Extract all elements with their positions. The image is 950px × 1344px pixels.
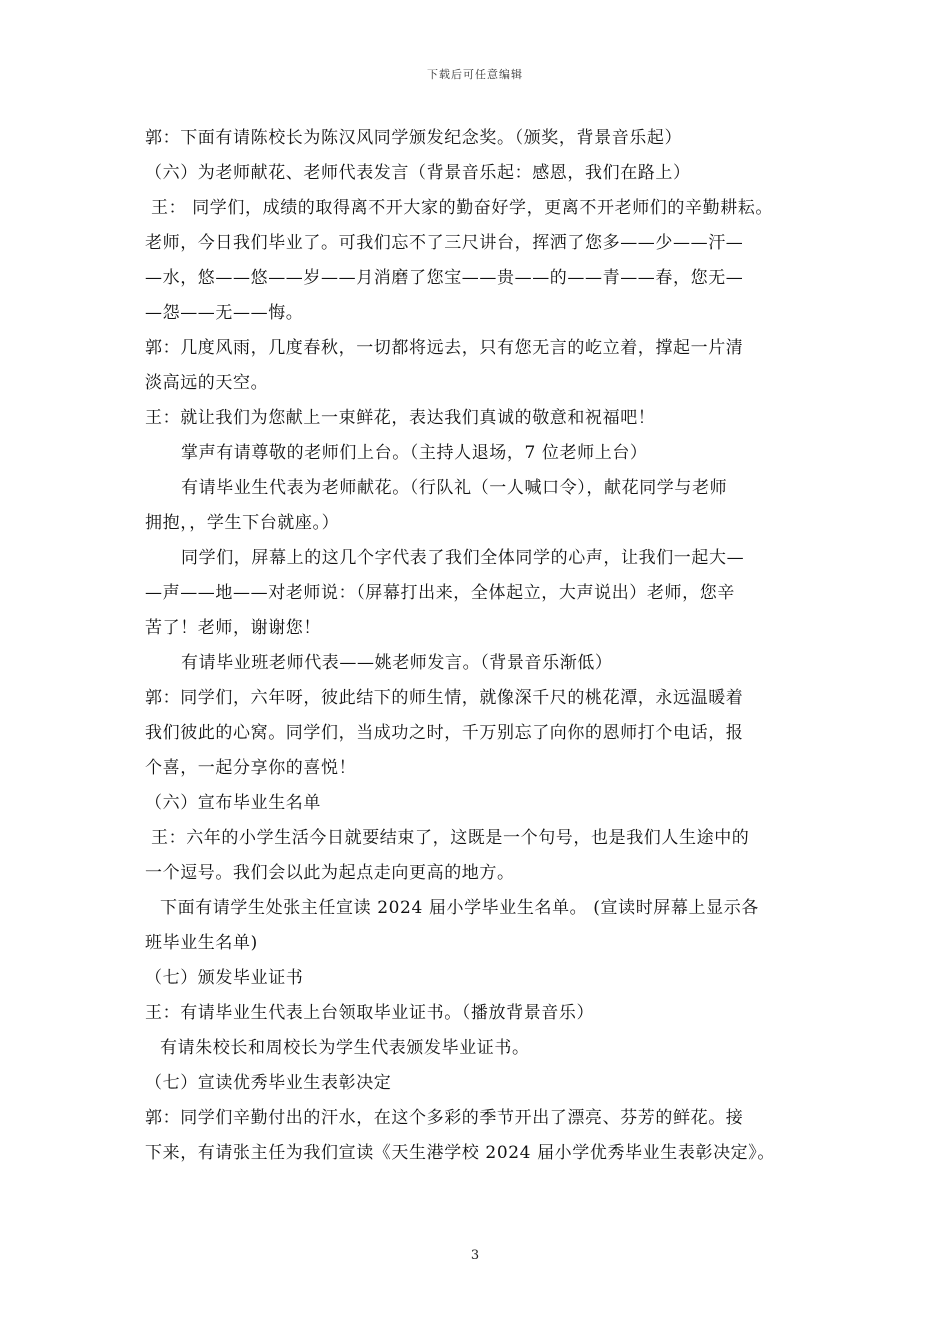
- text-line: 有请毕业生代表为老师献花。（行队礼（一人喊口令），献花同学与老师: [181, 478, 728, 498]
- text-line: 郭：同学们，六年呀，彼此结下的师生情，就像深千尺的桃花潭，永远温暖着: [145, 688, 744, 708]
- text-line: 下来，有请张主任为我们宣读《天生港学校 2024 届小学优秀毕业生表彰决定》。: [145, 1143, 775, 1163]
- text-line: 有请朱校长和周校长为学生代表颁发毕业证书。: [160, 1038, 530, 1058]
- page-header: 下载后可任意编辑: [427, 68, 523, 81]
- text-line: 淡高远的天空。: [145, 373, 269, 393]
- text-line: 王：六年的小学生活今日就要结束了，这既是一个句号，也是我们人生途中的: [151, 828, 750, 848]
- document-body: [145, 121, 825, 1171]
- text-line: 有请毕业班老师代表——姚老师发言。（背景音乐渐低）: [181, 653, 613, 673]
- text-line: —声——地——对老师说：（屏幕打出来，全体起立，大声说出）老师，您辛: [145, 583, 735, 603]
- text-line: 王： 同学们，成绩的取得离不开大家的勤奋好学，更离不开老师们的辛勤耕耘。: [151, 198, 774, 218]
- text-line: 下面有请学生处张主任宣读 2024 届小学毕业生名单。 (宣读时屏幕上显示各: [160, 898, 759, 918]
- section-heading: （七）颁发毕业证书: [145, 968, 304, 988]
- text-line: 王：就让我们为您献上一束鲜花，表达我们真诚的敬意和祝福吧！: [145, 408, 656, 428]
- text-line: 拥抱，，学生下台就座。）: [145, 513, 340, 533]
- page-number: 3: [470, 1248, 480, 1263]
- section-heading: （七）宣读优秀毕业生表彰决定: [145, 1073, 392, 1093]
- text-line: 个喜，一起分享你的喜悦！: [145, 758, 357, 778]
- text-line: 班毕业生名单): [145, 933, 258, 953]
- text-line: 王：有请毕业生代表上台领取毕业证书。（播放背景音乐）: [145, 1003, 595, 1023]
- text-line: 我们彼此的心窝。同学们，当成功之时，千万别忘了向你的恩师打个电话，报: [145, 723, 744, 743]
- text-line: 老师，今日我们毕业了。可我们忘不了三尺讲台，挥洒了您多——少——汗—: [145, 233, 744, 253]
- text-line: 郭：几度风雨，几度春秋，一切都将远去，只有您无言的屹立着，撑起一片清: [145, 338, 744, 358]
- text-line: 同学们，屏幕上的这几个字代表了我们全体同学的心声，让我们一起大—: [181, 548, 745, 568]
- text-line: 一个逗号。我们会以此为起点走向更高的地方。: [145, 863, 515, 883]
- text-line: 苦了！老师，谢谢您！: [145, 618, 321, 638]
- text-line: 掌声有请尊敬的老师们上台。（主持人退场，7 位老师上台）: [181, 443, 648, 463]
- text-line: —水，悠——悠——岁——月消磨了您宝——贵——的——青——春，您无—: [145, 268, 744, 288]
- text-line: —怨——无——悔。: [145, 303, 304, 323]
- section-heading: （六）宣布毕业生名单: [145, 793, 321, 813]
- text-line: 郭：同学们辛勤付出的汗水，在这个多彩的季节开出了漂亮、芬芳的鲜花。接: [145, 1108, 744, 1128]
- text-line: 郭：下面有请陈校长为陈汉风同学颁发纪念奖。（颁奖，背景音乐起）: [145, 128, 683, 148]
- section-heading: （六）为老师献花、老师代表发言（背景音乐起：感恩，我们在路上）: [145, 163, 691, 183]
